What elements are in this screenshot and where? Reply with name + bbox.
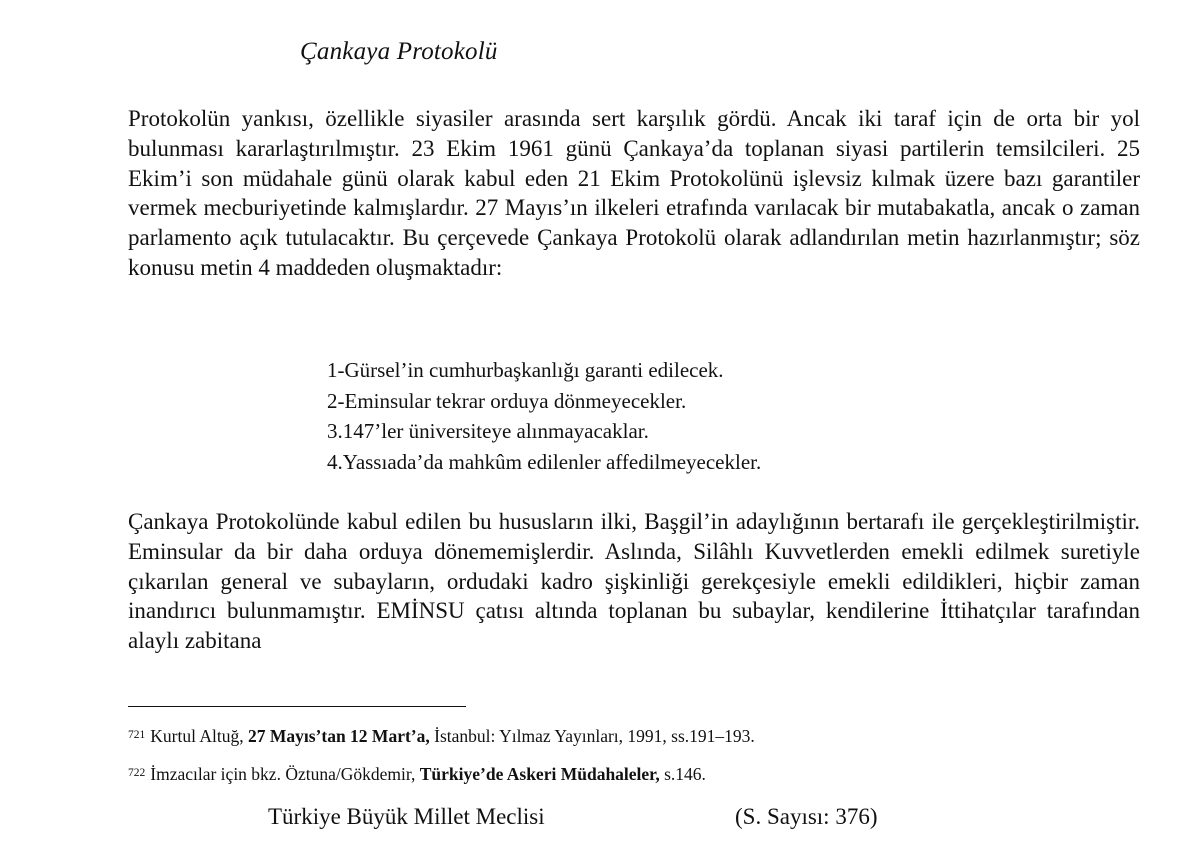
footnote-book-title: 27 Mayıs’tan 12 Mart’a, — [247, 726, 430, 746]
list-item: 2-Eminsular tekrar orduya dönmeyecekler. — [327, 388, 687, 413]
footnote-separator — [128, 706, 466, 707]
footnote-number: 721 — [128, 729, 146, 741]
list-item: 1-Gürsel’in cumhurbaşkanlığı garanti edilecek. — [327, 358, 724, 382]
footnote-number: 722 — [128, 767, 146, 779]
page-header-title: Çankaya Protokolü — [300, 38, 498, 65]
footnote-text: Kurtul Altuğ, — [150, 726, 248, 746]
body-paragraph-1: Protokolün yankısı, özellikle siyasiler arasında sert karşılık gördü. Ancak iki taraf için de orta bir yol bulunması kararlaştırılmıştır. 23 Ekim 1961 günü Çankaya’da toplanan siyasi partilerin temsilcileri. 25 Ekim’i son müdahale günü olarak kabul eden 21 Ekim Protokolünü işlevsiz kılmak üzere bazı garantiler vermek mecburiyetinde kalmışlardır. 27 Mayıs’ın ilkeleri etrafında varılacak bir mutabakatla, ancak o zaman parlamento açık tutulacaktır. Bu çerçevede Çankaya Protokolü olarak adlandırılan metin hazırlanmıştır; söz konusu metin 4 maddeden oluşmaktadır: — [128, 106, 1140, 280]
footnote-book-title: Türkiye’de Askeri Müdahaleler, — [419, 764, 660, 784]
protocol-items-list — [327, 355, 761, 477]
footnote-text: İstanbul: Yılmaz Yayınları, 1991, ss.191–193. — [429, 726, 755, 746]
footer-issue-number: (S. Sayısı: 376) — [735, 804, 878, 829]
footnote-721 — [128, 724, 755, 747]
footer-institution: Türkiye Büyük Millet Meclisi — [268, 804, 545, 829]
footnote-text: s.146. — [659, 764, 706, 784]
list-item: 4.Yassıada’da mahkûm edilenler affedilmeyecekler. — [327, 449, 762, 474]
body-paragraph-2: Çankaya Protokolünde kabul edilen bu hususların ilki, Başgil’in adaylığının bertarafı ile gerçekleştirilmiştir. Eminsular da bir daha orduya dönememişlerdir. Aslında, Silâhlı Kuvvetlerden emekli edilmek suretiyle çıkarılan general ve subayların, ordudaki kadro şişkinliği gerekçesiyle emekli edildikleri, hiçbir zaman inandırıcı bulunmamıştır. EMİNSU çatısı altında toplanan bu subaylar, kendilerine İttihatçılar tarafından alaylı zabitana — [128, 509, 1140, 654]
footnote-722 — [128, 762, 706, 785]
list-item: 3.147’ler üniversiteye alınmayacaklar. — [327, 419, 649, 443]
footnote-text: İmzacılar için bkz. Öztuna/Gökdemir, — [150, 764, 420, 784]
